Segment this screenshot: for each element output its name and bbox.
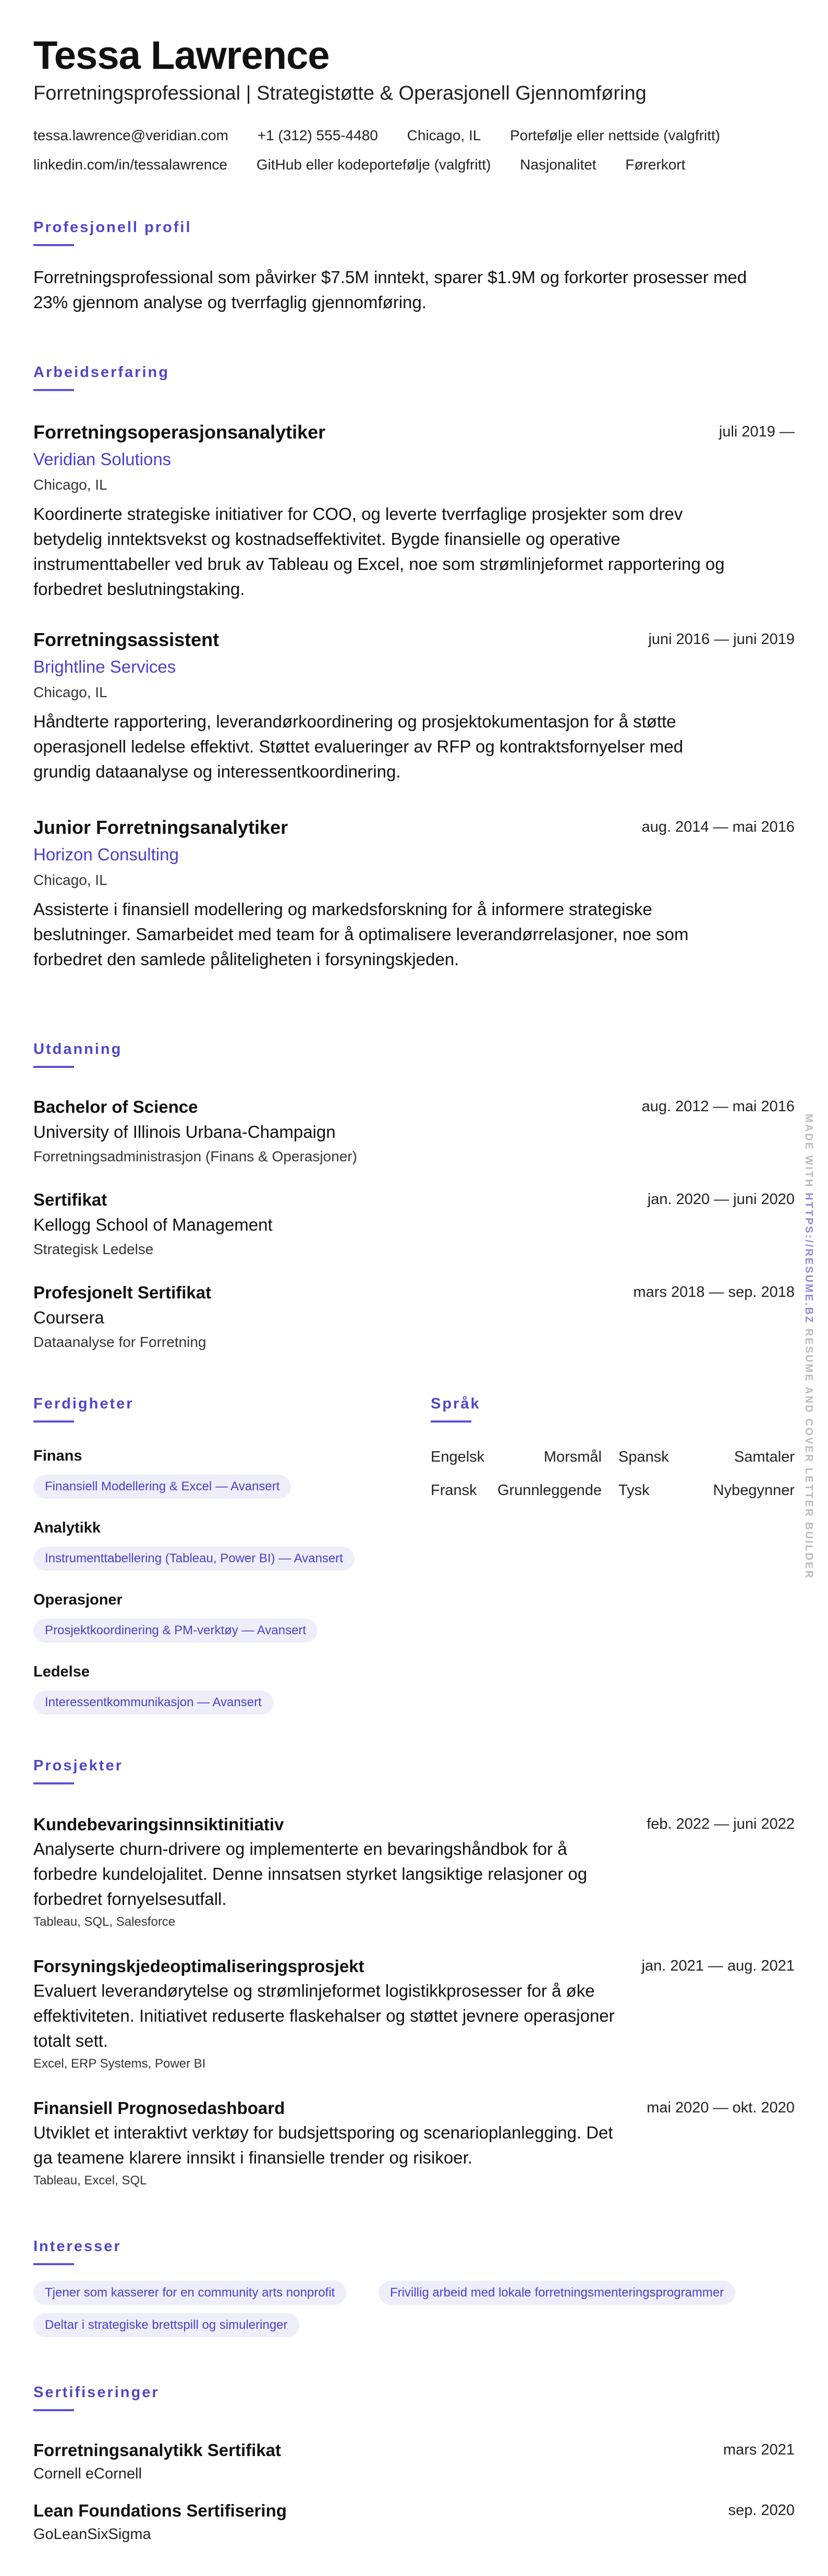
field-of-study: Dataanalyse for Forretning [33, 1334, 206, 1350]
section-title-projects: Prosjekter [33, 1757, 123, 1774]
github-link[interactable]: GitHub eller kodeportefølje (valgfritt) [256, 156, 491, 173]
email[interactable]: tessa.lawrence@veridian.com [33, 127, 228, 143]
project-title: Forsyningskjedeoptimaliseringsprosjekt [33, 1957, 364, 1976]
company-name: Veridian Solutions [33, 449, 172, 469]
builder-watermark [802, 1114, 814, 1579]
job-date: aug. 2014 — mai 2016 [641, 819, 795, 835]
company-name: Horizon Consulting [33, 845, 179, 864]
education-date: jan. 2020 — juni 2020 [647, 1191, 795, 1208]
section-title-languages: Språk [431, 1395, 481, 1412]
skill-category: Operasjoner [33, 1591, 123, 1608]
watermark-suffix: RESUME AND COVER LETTER BUILDER [803, 1328, 814, 1579]
skill-pill: Prosjektkoordinering & PM-verktøy — Avansert [33, 1619, 318, 1643]
language-level: Samtaler [734, 1449, 795, 1465]
section-rule [33, 2263, 74, 2265]
project-date: feb. 2022 — juni 2022 [647, 1816, 795, 1832]
school: Coursera [33, 1308, 104, 1327]
certification-name: Forretningsanalytikk Sertifikat [33, 2440, 281, 2460]
section-title-certifications: Sertifiseringer [33, 2384, 160, 2401]
drivers-license: Førerkort [625, 156, 686, 173]
language-level: Grunnleggende [497, 1482, 602, 1499]
interest-pill: Frivillig arbeid med lokale forretningsmenteringsprogrammer [379, 2281, 735, 2305]
section-title-skills: Ferdigheter [33, 1395, 134, 1412]
contact-row-2 [33, 155, 710, 174]
project-tech: Tableau, SQL, Salesforce [33, 1915, 176, 1929]
certification-name: Lean Foundations Sertifisering [33, 2501, 287, 2520]
field-of-study: Strategisk Ledelse [33, 1241, 154, 1257]
city: Chicago, IL [407, 127, 481, 143]
portfolio-link[interactable]: Portefølje eller nettside (valgfritt) [510, 127, 721, 143]
project-date: mai 2020 — okt. 2020 [647, 2099, 795, 2116]
job-date: juni 2016 — juni 2019 [648, 631, 795, 648]
interest-pill: Deltar i strategiske brettspill og simuleringer [33, 2313, 299, 2337]
job-description: Håndterte rapportering, leverandørkoordinering og prosjektokumentasjon for å støtte operasjonell ledelse effektivt. Støttet evalueringer av RFP og kontraktsfornyelser med grundig dataanalyse og interessentkoordinering. [33, 712, 684, 781]
job-location: Chicago, IL [33, 477, 107, 493]
job-title: Forretningsassistent [33, 629, 220, 650]
section-rule [33, 244, 74, 246]
section-title-interests: Interesser [33, 2238, 121, 2255]
linkedin-link[interactable]: linkedin.com/in/tessalawrence [33, 156, 227, 173]
section-title-education: Utdanning [33, 1041, 123, 1058]
watermark-prefix: MADE WITH [803, 1114, 814, 1188]
profile-summary: Forretningsprofessional som påvirker $7.5M inntekt, sparer $1.9M og forkorter prosesser med 23% gjennom analyse og tverrfaglig gjennomføring. [33, 268, 747, 312]
project-description: Evaluert leverandørytelse og strømlinjeformet logistikkprosesser for å øke effektiviteten. Initiativet reduserte flaskehalser og støttet jevnere operasjoner totalt sett. [33, 1981, 615, 2050]
project-tech: Tableau, Excel, SQL [33, 2173, 147, 2188]
job-description: Koordinerte strategiske initiativer for COO, og leverte tverrfaglige prosjekter som drev betydelig inntektsvekst og kostnadseffektivitet. Bygde finansielle og operative instrumenttabeller ved bruk av Tableau og Excel, noe som strømlinjeformet rapportering og forbedret beslutningstaking. [33, 504, 725, 599]
section-rule [33, 1420, 74, 1423]
field-of-study: Forretningsadministrasjon (Finans & Operasjoner) [33, 1148, 357, 1164]
skill-category: Ledelse [33, 1663, 90, 1680]
skill-category: Finans [33, 1448, 82, 1464]
language-name: Fransk [431, 1482, 477, 1499]
phone[interactable]: +1 (312) 555-4480 [257, 127, 378, 143]
skill-pill: Instrumenttabellering (Tableau, Power BI) — Avansert [33, 1547, 355, 1571]
project-description: Analyserte churn-drivere og implementerte en bevaringshåndbok for å forbedre kundelojalitet. Denne innsatsen styrket langsiktige relasjoner og forbedret fornyelsesutfall. [33, 1839, 588, 1909]
language-name: Engelsk [431, 1449, 485, 1465]
watermark-link[interactable]: HTTPS://RESUME.BZ [803, 1193, 814, 1325]
section-title-profile: Profesjonell profil [33, 219, 192, 236]
job-title: Forretningsoperasjonsanalytiker [33, 421, 326, 443]
section-title-experience: Arbeidserfaring [33, 364, 169, 381]
job-location: Chicago, IL [33, 872, 107, 888]
project-title: Finansiell Prognosedashboard [33, 2098, 285, 2118]
language-name: Spansk [618, 1449, 669, 1465]
job-description: Assisterte i finansiell modellering og markedsforskning for å informere strategiske beslutninger. Samarbeidet med team for å optimalisere leverandørrelasjoner, noe som forbedret den samlede påliteligheten i forsyningskjeden. [33, 900, 689, 969]
degree: Bachelor of Science [33, 1097, 198, 1116]
candidate-name: Tessa Lawrence [33, 33, 330, 78]
section-rule [33, 1782, 74, 1784]
skill-pill: Finansiell Modellering & Excel — Avansert [33, 1475, 291, 1499]
section-rule [33, 389, 74, 391]
skill-pill: Interessentkommunikasjon — Avansert [33, 1691, 273, 1715]
certification-date: sep. 2020 [728, 2502, 795, 2519]
project-title: Kundebevaringsinnsiktinitiativ [33, 1815, 284, 1834]
certification-date: mars 2021 [723, 2441, 795, 2458]
job-location: Chicago, IL [33, 684, 107, 700]
project-date: jan. 2021 — aug. 2021 [641, 1958, 795, 1974]
project-tech: Excel, ERP Systems, Power BI [33, 2057, 206, 2071]
language-name: Tysk [618, 1482, 650, 1499]
certification-issuer: Cornell eCornell [33, 2465, 142, 2482]
headline: Forretningsprofessional | Strategistøtte & Operasjonell Gjennomføring [33, 82, 647, 104]
education-date: mars 2018 — sep. 2018 [633, 1284, 795, 1301]
job-date: juli 2019 — [719, 423, 795, 440]
job-title: Junior Forretningsanalytiker [33, 817, 288, 838]
school: University of Illinois Urbana-Champaign [33, 1122, 336, 1141]
school: Kellogg School of Management [33, 1215, 273, 1234]
degree: Profesjonelt Sertifikat [33, 1283, 212, 1302]
interest-pill: Tjener som kasserer for en community arts nonprofit [33, 2281, 346, 2305]
skill-category: Analytikk [33, 1520, 101, 1536]
language-level: Nybegynner [713, 1482, 795, 1499]
project-description: Utviklet et interaktivt verktøy for budsjettsporing og scenarioplanlegging. Det ga teamene klarere innsikt i finansielle trender og risikoer. [33, 2123, 613, 2167]
certification-issuer: GoLeanSixSigma [33, 2526, 151, 2543]
degree: Sertifikat [33, 1190, 107, 1209]
company-name: Brightline Services [33, 657, 176, 676]
section-rule [431, 1420, 471, 1423]
language-level: Morsmål [543, 1449, 602, 1465]
section-rule [33, 2409, 74, 2411]
contact-row-1 [33, 126, 745, 145]
section-rule [33, 1066, 74, 1068]
nationality: Nasjonalitet [520, 156, 596, 173]
education-date: aug. 2012 — mai 2016 [641, 1098, 795, 1115]
